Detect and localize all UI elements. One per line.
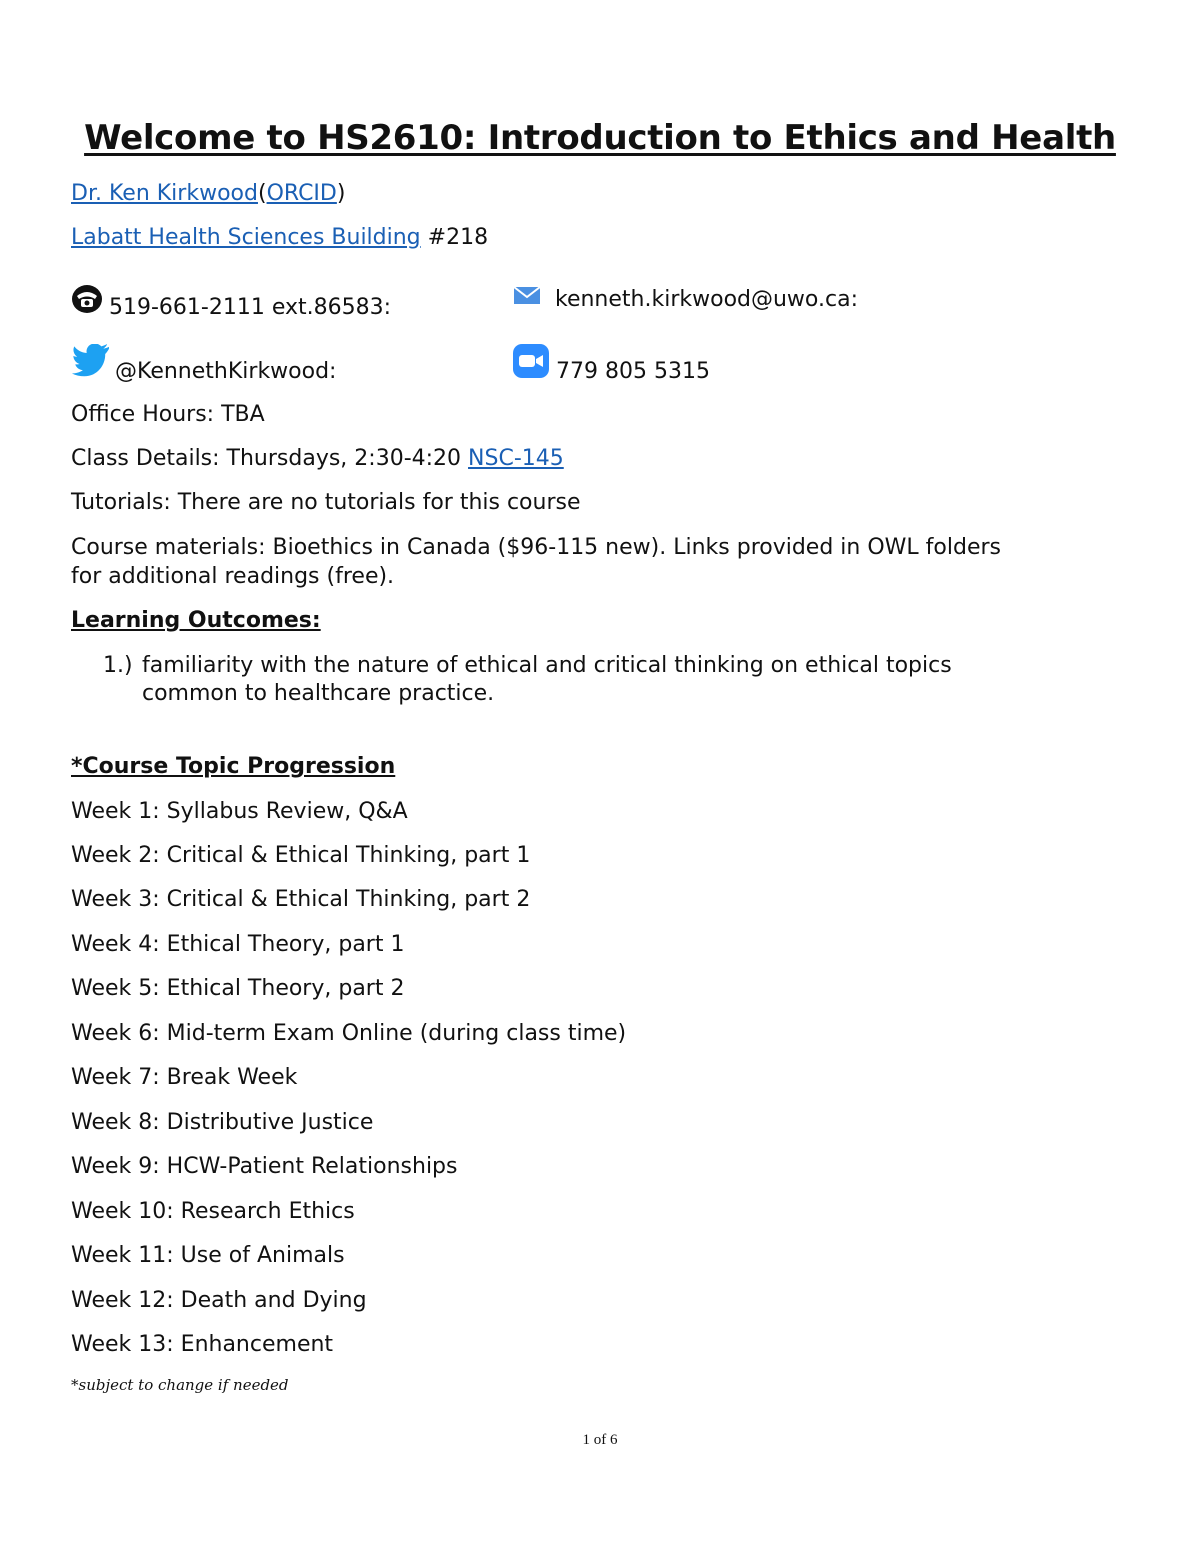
week-item: Week 5: Ethical Theory, part 2 [71,976,405,1001]
twitter-handle[interactable]: @KennethKirkwood: [115,359,337,384]
week-item: Week 9: HCW-Patient Relationships [71,1154,458,1179]
class-details-text: Class Details: Thursdays, 2:30-4:20 [71,446,469,471]
week-item: Week 10: Research Ethics [71,1199,355,1224]
envelope-icon [513,284,541,314]
outcome-text-line2: common to healthcare practice. [142,681,495,706]
phone-contact [71,284,391,322]
week-item: Week 1: Syllabus Review, Q&A [71,799,408,824]
phone-icon [71,284,103,322]
course-materials-line2: for additional readings (free). [71,564,395,589]
zoom-camera-icon [513,344,549,386]
zoom-contact [513,344,710,386]
week-item: Week 12: Death and Dying [71,1288,367,1313]
email-address[interactable]: kenneth.kirkwood@uwo.ca: [555,287,858,312]
subject-to-change-note: *subject to change if needed [71,1376,289,1394]
week-item: Week 6: Mid-term Exam Online (during class time) [71,1021,627,1046]
outcome-text-line1: familiarity with the nature of ethical and critical thinking on ethical topics [142,653,952,678]
building-link[interactable]: Labatt Health Sciences Building [71,225,421,250]
office-room: #218 [420,225,489,250]
class-room-link[interactable]: NSC-145 [468,446,564,471]
email-contact [513,284,858,314]
tutorials: Tutorials: There are no tutorials for this course [71,490,581,515]
syllabus-page [71,0,1131,1553]
phone-number: 519-661-2111 ext.86583: [109,295,392,320]
week-item: Week 4: Ethical Theory, part 1 [71,932,405,957]
week-item: Week 13: Enhancement [71,1332,334,1357]
orcid-link[interactable]: ORCID [266,181,337,206]
learning-outcomes-heading: Learning Outcomes: [71,608,321,633]
class-details [71,445,564,473]
instructor-name-link[interactable]: Dr. Ken Kirkwood [71,181,258,206]
open-paren: ( [257,181,267,206]
week-item: Week 8: Distributive Justice [71,1110,374,1135]
office-hours: Office Hours: TBA [71,402,265,427]
outcome-number: 1.) [103,653,133,678]
week-item: Week 11: Use of Animals [71,1243,345,1268]
week-item: Week 7: Break Week [71,1065,298,1090]
week-item: Week 2: Critical & Ethical Thinking, part 1 [71,843,531,868]
topic-progression-heading: *Course Topic Progression [71,754,396,779]
course-materials-line1: Course materials: Bioethics in Canada ($96-115 new). Links provided in OWL folders [71,535,1001,560]
page-number: 1 of 6 [582,1432,618,1448]
twitter-contact [71,344,336,386]
instructor-line [71,180,345,208]
zoom-meeting-id: 779 805 5315 [556,359,710,384]
learning-outcome-item [103,652,1113,708]
close-paren: ) [336,181,346,206]
twitter-bird-icon [71,344,111,386]
week-item: Week 3: Critical & Ethical Thinking, part 2 [71,887,531,912]
page-title: Welcome to HS2610: Introduction to Ethics and Health [84,118,1116,158]
office-line [71,224,488,252]
